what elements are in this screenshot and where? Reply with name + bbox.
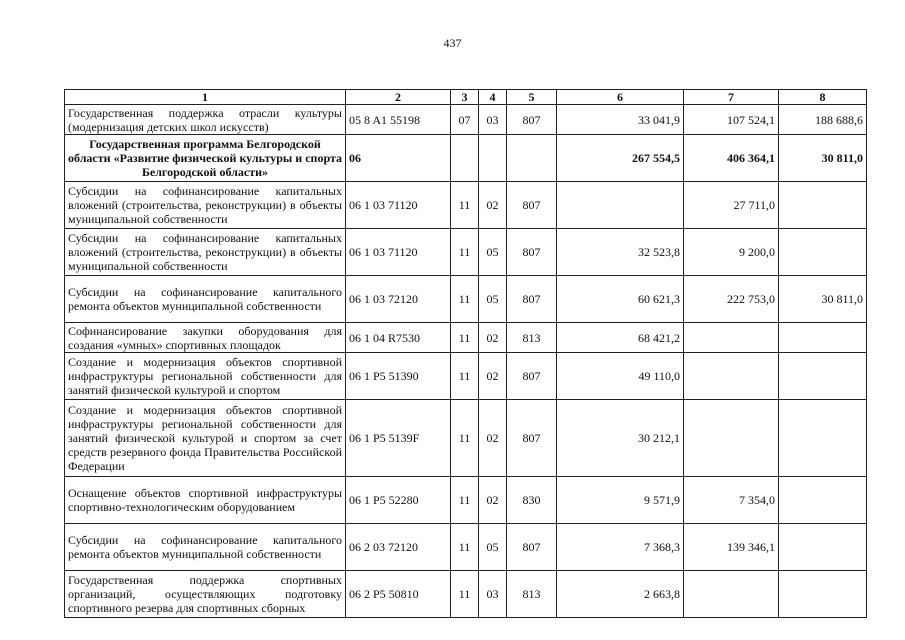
row-section-cell [451,135,479,182]
header-col-8: 8 [779,90,867,105]
row-name-cell: Создание и модернизация объектов спортивной инфраструктуры региональной собственности для занятий физической культурой и спортом [65,353,346,400]
row-expense-type-cell: 807 [507,353,557,400]
row-code-cell: 06 [346,135,451,182]
row-amount-col7-cell: 222 753,0 [684,276,779,323]
row-name-cell: Субсидии на софинансирование капитальных вложений (строительства, реконструкции) в объекты муниципальной собственности [65,229,346,276]
header-col-6: 6 [557,90,684,105]
header-col-2: 2 [346,90,451,105]
row-amount-col7-cell: 139 346,1 [684,524,779,571]
row-amount-col8-cell [779,400,867,477]
row-subsection-cell: 03 [479,105,507,135]
table-row [65,323,867,353]
row-name-cell: Создание и модернизация объектов спортивной инфраструктуры региональной собственности для занятий физической культурой и спортом за счет средств резервного фонда Правительства Российской Федерации [65,400,346,477]
table-row [65,182,867,229]
row-code-cell: 06 1 P5 51390 [346,353,451,400]
table-row [65,135,867,182]
row-amount-col6-cell [557,182,684,229]
row-amount-col6-cell: 33 041,9 [557,105,684,135]
row-amount-col8-cell: 188 688,6 [779,105,867,135]
table-row [65,400,867,477]
row-section-cell: 11 [451,571,479,618]
budget-table [64,89,867,618]
table-row [65,571,867,618]
row-amount-col6-cell: 30 212,1 [557,400,684,477]
row-section-cell: 11 [451,400,479,477]
row-amount-col7-cell [684,400,779,477]
row-subsection-cell [479,135,507,182]
header-row [65,90,867,105]
table-row [65,353,867,400]
row-subsection-cell: 02 [479,477,507,524]
row-expense-type-cell: 830 [507,477,557,524]
row-name-cell: Оснащение объектов спортивной инфраструктуры спортивно-технологическим оборудованием [65,477,346,524]
row-amount-col8-cell [779,477,867,524]
table-row [65,276,867,323]
row-name-cell: Субсидии на софинансирование капитальных вложений (строительства, реконструкции) в объекты муниципальной собственности [65,182,346,229]
header-col-7: 7 [684,90,779,105]
row-code-cell: 06 1 03 72120 [346,276,451,323]
row-code-cell: 06 1 03 71120 [346,182,451,229]
row-section-cell: 11 [451,182,479,229]
row-amount-col7-cell [684,323,779,353]
row-section-cell: 07 [451,105,479,135]
table-body [65,105,867,618]
row-code-cell: 06 2 P5 50810 [346,571,451,618]
row-name-cell: Субсидии на софинансирование капитального ремонта объектов муниципальной собственности [65,276,346,323]
row-subsection-cell: 02 [479,400,507,477]
row-amount-col7-cell: 406 364,1 [684,135,779,182]
row-code-cell: 06 2 03 72120 [346,524,451,571]
row-amount-col8-cell [779,229,867,276]
row-code-cell: 06 1 P5 52280 [346,477,451,524]
row-subsection-cell: 03 [479,571,507,618]
row-amount-col6-cell: 2 663,8 [557,571,684,618]
row-code-cell: 06 1 03 71120 [346,229,451,276]
row-expense-type-cell: 813 [507,571,557,618]
header-col-3: 3 [451,90,479,105]
row-code-cell: 06 1 04 R7530 [346,323,451,353]
header-col-5: 5 [507,90,557,105]
row-amount-col8-cell [779,571,867,618]
row-subsection-cell: 05 [479,524,507,571]
row-section-cell: 11 [451,229,479,276]
row-amount-col7-cell: 107 524,1 [684,105,779,135]
header-col-1: 1 [65,90,346,105]
row-amount-col7-cell: 7 354,0 [684,477,779,524]
row-name-cell: Государственная поддержка спортивных организаций, осуществляющих подготовку спортивного резерва для спортивных сборных [65,571,346,618]
row-amount-col8-cell: 30 811,0 [779,135,867,182]
row-amount-col6-cell: 9 571,9 [557,477,684,524]
row-expense-type-cell: 807 [507,229,557,276]
row-section-cell: 11 [451,323,479,353]
table-row [65,477,867,524]
header-col-4: 4 [479,90,507,105]
row-amount-col7-cell: 9 200,0 [684,229,779,276]
table-row [65,524,867,571]
row-amount-col6-cell: 267 554,5 [557,135,684,182]
row-subsection-cell: 05 [479,276,507,323]
row-name-cell: Государственная поддержка отрасли культуры (модернизация детских школ искусств) [65,105,346,135]
row-expense-type-cell: 807 [507,182,557,229]
row-subsection-cell: 02 [479,353,507,400]
table-row [65,105,867,135]
page-number: 437 [443,36,462,50]
row-name-cell: Государственная программа Белгородской области «Развитие физической культуры и спорта Белгородской области» [65,135,346,182]
row-section-cell: 11 [451,524,479,571]
row-amount-col6-cell: 68 421,2 [557,323,684,353]
row-expense-type-cell: 807 [507,400,557,477]
row-amount-col8-cell [779,323,867,353]
row-expense-type-cell [507,135,557,182]
row-amount-col8-cell [779,524,867,571]
row-amount-col6-cell: 49 110,0 [557,353,684,400]
row-section-cell: 11 [451,477,479,524]
table-header [65,90,867,105]
row-amount-col7-cell [684,571,779,618]
row-name-cell: Софинансирование закупки оборудования для создания «умных» спортивных площадок [65,323,346,353]
row-subsection-cell: 05 [479,229,507,276]
row-name-cell: Субсидии на софинансирование капитального ремонта объектов муниципальной собственности [65,524,346,571]
row-amount-col6-cell: 60 621,3 [557,276,684,323]
row-amount-col7-cell [684,353,779,400]
row-expense-type-cell: 813 [507,323,557,353]
row-code-cell: 05 8 A1 55198 [346,105,451,135]
row-amount-col8-cell [779,182,867,229]
row-section-cell: 11 [451,276,479,323]
table-row [65,229,867,276]
row-expense-type-cell: 807 [507,276,557,323]
row-subsection-cell: 02 [479,182,507,229]
row-amount-col6-cell: 32 523,8 [557,229,684,276]
row-amount-col8-cell [779,353,867,400]
row-code-cell: 06 1 P5 5139F [346,400,451,477]
row-subsection-cell: 02 [479,323,507,353]
row-expense-type-cell: 807 [507,524,557,571]
row-amount-col6-cell: 7 368,3 [557,524,684,571]
row-amount-col8-cell: 30 811,0 [779,276,867,323]
row-amount-col7-cell: 27 711,0 [684,182,779,229]
row-expense-type-cell: 807 [507,105,557,135]
row-section-cell: 11 [451,353,479,400]
